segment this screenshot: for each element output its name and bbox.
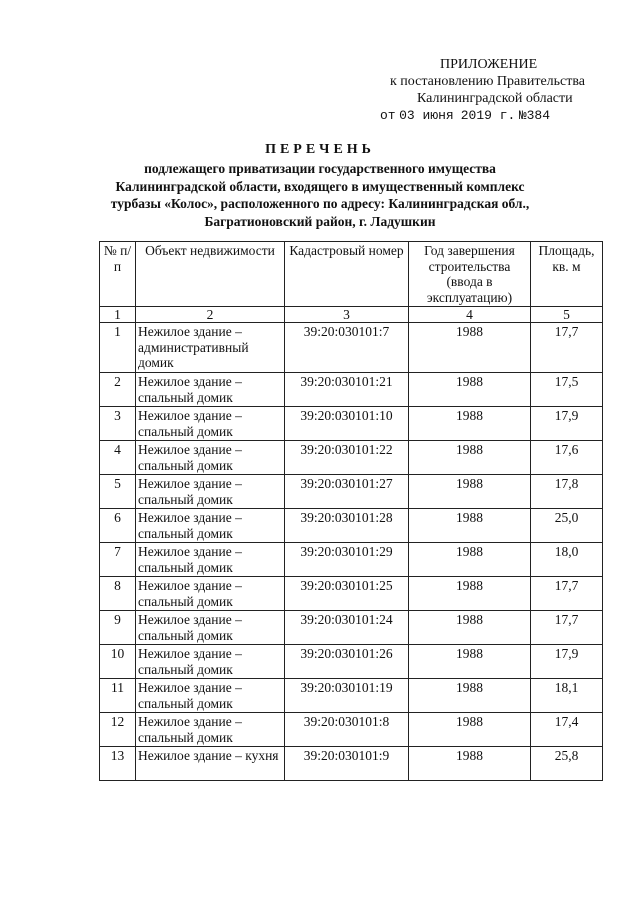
row-number: 12 <box>100 713 136 747</box>
area: 17,6 <box>531 441 603 475</box>
table-row <box>100 475 603 509</box>
completion-year: 1988 <box>409 713 531 747</box>
header-year: Год завершения строительства (ввода в эксплуатацию) <box>409 242 531 307</box>
object-name: Нежилое здание – спальный домик <box>136 611 285 645</box>
table-row <box>100 611 603 645</box>
completion-year: 1988 <box>409 373 531 407</box>
column-number: 3 <box>285 307 409 323</box>
cadastral-number: 39:20:030101:28 <box>285 509 409 543</box>
cadastral-number: 39:20:030101:7 <box>285 323 409 373</box>
table-row <box>100 543 603 577</box>
object-name: Нежилое здание – спальный домик <box>136 713 285 747</box>
table-row <box>100 645 603 679</box>
cadastral-number: 39:20:030101:22 <box>285 441 409 475</box>
header-area: Площадь, кв. м <box>531 242 603 307</box>
subtitle-line: Калининградской области, входящего в имущественный комплекс <box>115 178 525 194</box>
cadastral-number: 39:20:030101:26 <box>285 645 409 679</box>
object-name: Нежилое здание – спальный домик <box>136 509 285 543</box>
row-number: 8 <box>100 577 136 611</box>
area: 17,8 <box>531 475 603 509</box>
completion-year: 1988 <box>409 611 531 645</box>
property-table <box>99 241 603 781</box>
completion-year: 1988 <box>409 323 531 373</box>
cadastral-number: 39:20:030101:8 <box>285 713 409 747</box>
completion-year: 1988 <box>409 645 531 679</box>
completion-year: 1988 <box>409 577 531 611</box>
row-number: 5 <box>100 475 136 509</box>
object-name: Нежилое здание – спальный домик <box>136 679 285 713</box>
row-number: 9 <box>100 611 136 645</box>
area: 17,7 <box>531 577 603 611</box>
row-number: 1 <box>100 323 136 373</box>
cadastral-number: 39:20:030101:10 <box>285 407 409 441</box>
appendix-resolution: к постановлению Правительства <box>390 74 586 89</box>
completion-year: 1988 <box>409 509 531 543</box>
area: 17,7 <box>531 323 603 373</box>
cadastral-number: 39:20:030101:19 <box>285 679 409 713</box>
object-name: Нежилое здание – спальный домик <box>136 577 285 611</box>
table-row <box>100 323 603 373</box>
header-cadastral: Кадастровый номер <box>285 242 409 307</box>
area: 17,7 <box>531 611 603 645</box>
date-fill: 03 июня <box>399 108 454 123</box>
area: 25,8 <box>531 747 603 781</box>
row-number: 2 <box>100 373 136 407</box>
cadastral-number: 39:20:030101:27 <box>285 475 409 509</box>
table-row <box>100 577 603 611</box>
completion-year: 1988 <box>409 747 531 781</box>
completion-year: 1988 <box>409 441 531 475</box>
document-number: №384 <box>518 108 551 123</box>
appendix-block <box>380 56 610 124</box>
table-row <box>100 713 603 747</box>
completion-year: 1988 <box>409 475 531 509</box>
column-number: 2 <box>136 307 285 323</box>
completion-year: 1988 <box>409 407 531 441</box>
area: 17,5 <box>531 373 603 407</box>
object-name: Нежилое здание – спальный домик <box>136 441 285 475</box>
table-row <box>100 509 603 543</box>
cadastral-number: 39:20:030101:9 <box>285 747 409 781</box>
table-row <box>100 407 603 441</box>
document-subtitle <box>95 160 545 230</box>
area: 25,0 <box>531 509 603 543</box>
area: 18,1 <box>531 679 603 713</box>
row-number: 6 <box>100 509 136 543</box>
row-number: 10 <box>100 645 136 679</box>
header-object: Объект недвижимости <box>136 242 285 307</box>
appendix-label: ПРИЛОЖЕНИЕ <box>440 57 538 72</box>
row-number: 3 <box>100 407 136 441</box>
row-number: 7 <box>100 543 136 577</box>
area: 17,9 <box>531 407 603 441</box>
area: 17,9 <box>531 645 603 679</box>
row-number: 13 <box>100 747 136 781</box>
column-number: 1 <box>100 307 136 323</box>
area: 18,0 <box>531 543 603 577</box>
cadastral-number: 39:20:030101:29 <box>285 543 409 577</box>
table-header-row <box>100 242 603 307</box>
area: 17,4 <box>531 713 603 747</box>
object-name: Нежилое здание – спальный домик <box>136 373 285 407</box>
subtitle-line: Багратионовский район, г. Ладушкин <box>204 213 436 229</box>
column-number-row <box>100 307 603 323</box>
table-row <box>100 679 603 713</box>
completion-year: 1988 <box>409 679 531 713</box>
table-row <box>100 747 603 781</box>
appendix-region: Калининградской области <box>417 91 573 106</box>
row-number: 11 <box>100 679 136 713</box>
date-prefix: от <box>380 108 396 123</box>
table-row <box>100 373 603 407</box>
object-name: Нежилое здание – кухня <box>136 747 285 781</box>
cadastral-number: 39:20:030101:24 <box>285 611 409 645</box>
header-number: № п/п <box>100 242 136 307</box>
subtitle-line: турбазы «Колос», расположенного по адресу: Калининградская обл., <box>110 196 530 211</box>
object-name: Нежилое здание – административный домик <box>136 323 285 373</box>
object-name: Нежилое здание – спальный домик <box>136 543 285 577</box>
completion-year: 1988 <box>409 543 531 577</box>
object-name: Нежилое здание – спальный домик <box>136 645 285 679</box>
year: 2019 г. <box>460 108 516 123</box>
table-body <box>100 307 603 781</box>
column-number: 4 <box>409 307 531 323</box>
row-number: 4 <box>100 441 136 475</box>
table-row <box>100 441 603 475</box>
subtitle-line: подлежащего приватизации государственного имущества <box>144 161 496 176</box>
column-number: 5 <box>531 307 603 323</box>
object-name: Нежилое здание – спальный домик <box>136 407 285 441</box>
appendix-date-line <box>380 107 610 124</box>
cadastral-number: 39:20:030101:25 <box>285 577 409 611</box>
document-title: ПЕРЕЧЕНЬ <box>265 142 375 157</box>
cadastral-number: 39:20:030101:21 <box>285 373 409 407</box>
object-name: Нежилое здание – спальный домик <box>136 475 285 509</box>
